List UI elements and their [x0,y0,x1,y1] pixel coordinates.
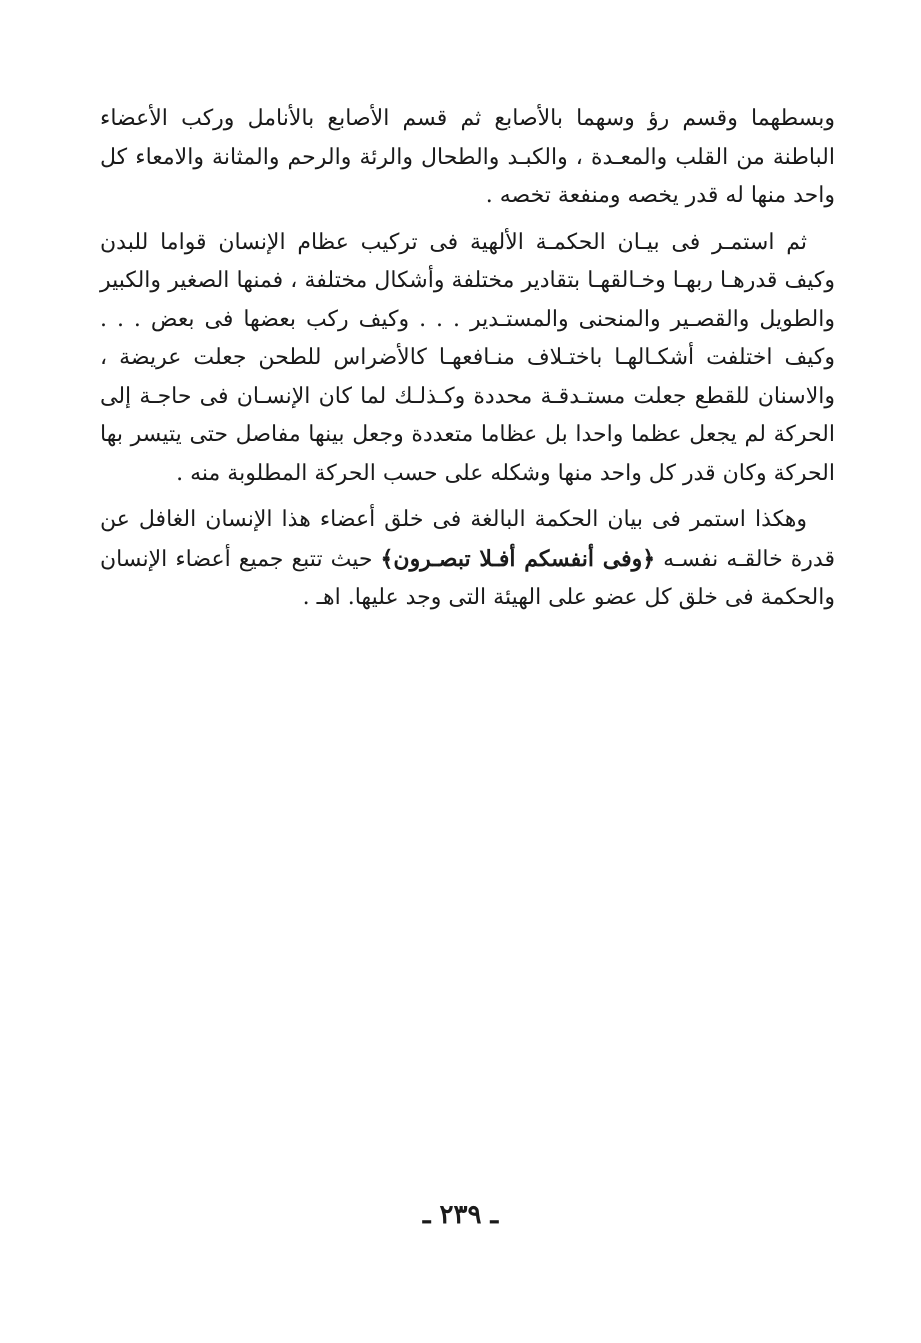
page-number: ـ ٢٣٩ ـ [422,1200,499,1230]
body-text [100,100,835,626]
paragraph-3 [100,501,835,618]
paragraph-3-text-before: وهكذا استمر فى بيان الحكمة البالغة فى خلق أعضاء هذا الإنسان الغافل عن قدرة خالقـه نفسـه [100,507,835,572]
paragraph-1 [100,100,835,216]
quran-quote: ﴿وفى أنفسكم أفـلا تبصـرون﴾ [380,545,656,572]
paragraph-3-text-after: حيث تتبع جميع أعضاء الإنسان والحكمة فى خلق كل عضو على الهيئة التى وجد عليها. اهـ . [100,546,835,610]
paragraph-2 [100,224,835,494]
paragraph-2-text: ثم استمـر فى بيـان الحكمـة الألهية فى تركيب عظام الإنسان قواما للبدن وكيف قدرهـا ربهـا وخـالقهـا بتقادير مختلفة وأشكال مختلفة ، فمنها الصغير والكبير والطويل والقصـير والمنحنى والمستـدير . . . وكيف ركب بعضها فى بعض . . . وكيف اختلفت أشكـالهـا باختـلاف منـافعهـا كالأضراس للطحن جعلت عريضة ، والاسنان للقطع جعلت مستـدقـة محددة وكـذلـك لما كان الإنسـان فى حاجـة إلى الحركة لم يجعل عظما واحدا بل عظاما متعددة وجعل بينها مفاصل حتى يتيسر بها الحركة وكان قدر كل واحد منها وشكله على حسب الحركة المطلوبة منه . [100,229,835,486]
paragraph-1-text: وبسطهما وقسم رؤ وسهما بالأصابع ثم قسم الأصابع بالأنامل وركب الأعضاء الباطنة من القلب والمعـدة ، والكبـد والطحال والرئة والرحم والمثانة والامعاء كل واحد منها له قدر يخصه ومنفعة تخصه . [100,106,835,208]
